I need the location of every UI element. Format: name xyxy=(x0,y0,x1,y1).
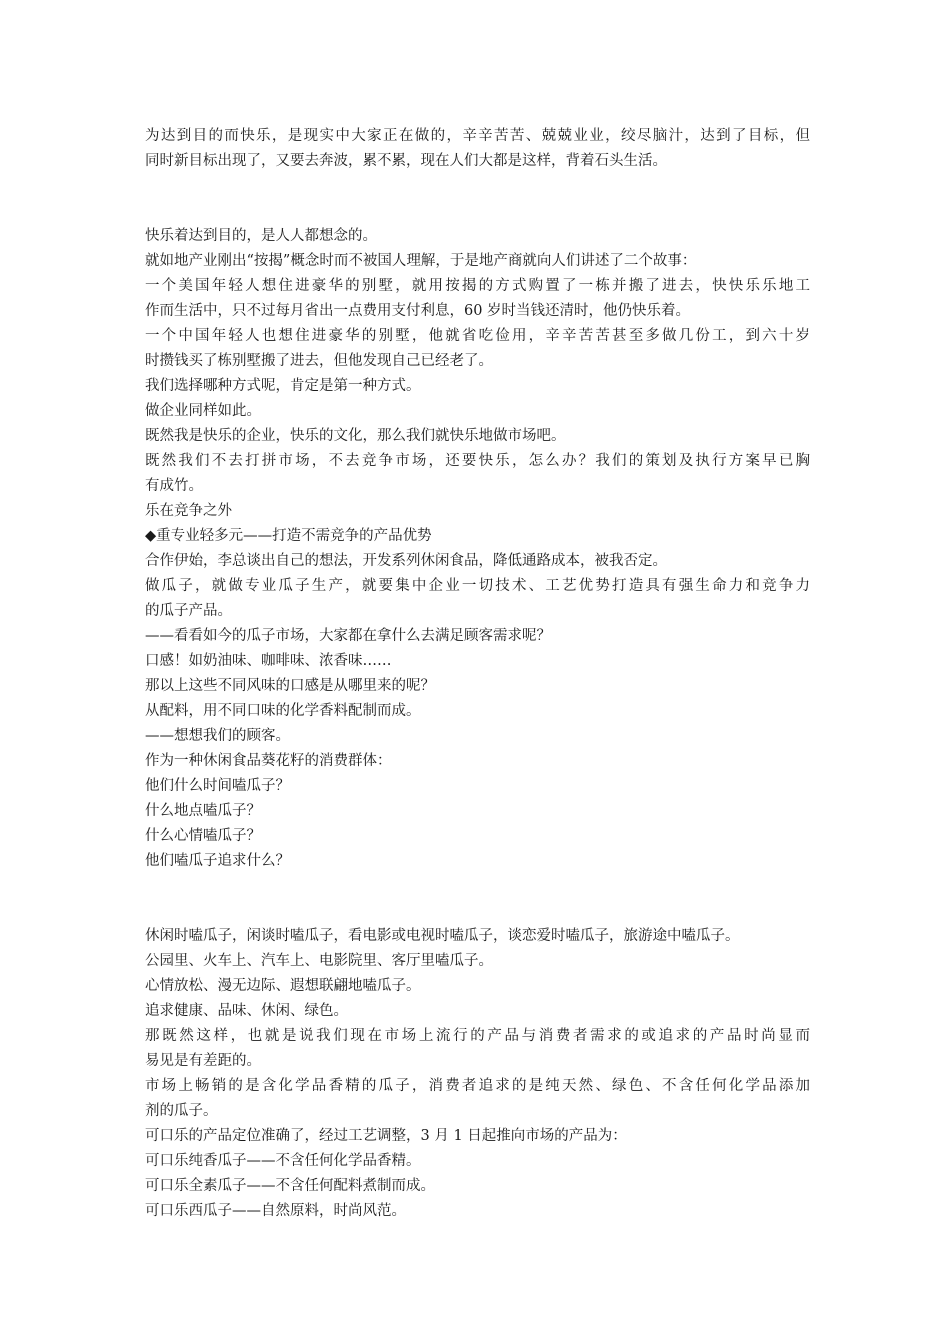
text-line: 时攒钱买了栋别墅搬了进去，但他发现自己已经老了。 xyxy=(145,353,493,369)
question-line: 他们嗑瓜子追求什么？ xyxy=(145,853,290,869)
text-line: 既然我是快乐的企业，快乐的文化，那么我们就快乐地做市场吧。 xyxy=(145,428,566,444)
text-line: 快乐着达到目的，是人人都想念的。 xyxy=(145,228,377,244)
text-line: 就如地产业刚出“按揭”概念时而不被国人理解，于是地产商就向人们讲述了二个故事： xyxy=(145,253,697,269)
product-line: 可口乐纯香瓜子——不含任何化学品香精。 xyxy=(145,1153,421,1169)
text-line: 易见是有差距的。 xyxy=(145,1053,261,1069)
text-line: 市场上畅销的是含化学品香精的瓜子，消费者追求的是纯天然、绿色、不含任何化学品添加 xyxy=(145,1078,810,1094)
text-line: 合作伊始，李总谈出自己的想法，开发系列休闲食品，降低通路成本，被我否定。 xyxy=(145,553,667,569)
question-line: 什么地点嗑瓜子？ xyxy=(145,803,261,819)
text-line: 同时新目标出现了，又要去奔波，累不累，现在人们大都是这样，背着石头生活。 xyxy=(145,153,667,169)
text-line: 既然我们不去打拼市场，不去竞争市场，还要快乐，怎么办？我们的策划及执行方案早已胸 xyxy=(145,453,810,469)
text-line: 可口乐的产品定位准确了，经过工艺调整，3 月 1 日起推向市场的产品为： xyxy=(145,1128,627,1144)
text-line: 追求健康、品味、休闲、绿色。 xyxy=(145,1003,348,1019)
answer-section xyxy=(145,924,810,1224)
text-line: 从配料，用不同口味的化学香料配制而成。 xyxy=(145,703,421,719)
text-line: 一个中国年轻人也想住进豪华的别墅，他就省吃俭用，辛辛苦苦甚至多做几份工，到六十岁 xyxy=(145,328,810,344)
text-line: 做企业同样如此。 xyxy=(145,403,261,419)
document-page xyxy=(145,124,810,1224)
paragraph-spacer xyxy=(145,174,810,224)
product-line: 可口乐全素瓜子——不含任何配料煮制而成。 xyxy=(145,1178,435,1194)
text-line: 休闲时嗑瓜子，闲谈时嗑瓜子，看电影或电视时嗑瓜子，谈恋爱时嗑瓜子，旅游途中嗑瓜子。 xyxy=(145,928,740,944)
text-line: 那以上这些不同风味的口感是从哪里来的呢？ xyxy=(145,678,435,694)
section-heading: 乐在竞争之外 xyxy=(145,503,232,519)
text-line: 剂的瓜子。 xyxy=(145,1103,218,1119)
text-line: 公园里、火车上、汽车上、电影院里、客厅里嗑瓜子。 xyxy=(145,953,493,969)
subsection-heading: ◆重专业轻多元——打造不需竞争的产品优势 xyxy=(145,528,432,544)
text-line: ——看看如今的瓜子市场，大家都在拿什么去满足顾客需求呢？ xyxy=(145,628,551,644)
text-line: 为达到目的而快乐，是现实中大家正在做的，辛辛苦苦、兢兢业业，绞尽脑汁，达到了目标，但 xyxy=(145,128,810,144)
intro-paragraph xyxy=(145,124,810,174)
question-line: 什么心情嗑瓜子？ xyxy=(145,828,261,844)
text-line: 口感！如奶油味、咖啡味、浓香味…… xyxy=(145,653,392,669)
text-line: 作而生活中，只不过每月省出一点费用支付利息，60 岁时当钱还清时，他仍快乐着。 xyxy=(145,303,691,319)
text-line: 心情放松、漫无边际、遐想联翩地嗑瓜子。 xyxy=(145,978,421,994)
text-line: 有成竹。 xyxy=(145,478,203,494)
text-line: ——想想我们的顾客。 xyxy=(145,728,290,744)
text-line: 的瓜子产品。 xyxy=(145,603,232,619)
text-line: 作为一种休闲食品葵花籽的消费群体： xyxy=(145,753,392,769)
text-line: 一个美国年轻人想住进豪华的别墅，就用按揭的方式购置了一栋并搬了进去，快快乐乐地工 xyxy=(145,278,810,294)
text-line: 那既然这样，也就是说我们现在市场上流行的产品与消费者需求的或追求的产品时尚显而 xyxy=(145,1028,810,1044)
story-section xyxy=(145,224,810,874)
product-line: 可口乐西瓜子——自然原料，时尚风范。 xyxy=(145,1203,406,1219)
text-line: 做瓜子，就做专业瓜子生产，就要集中企业一切技术、工艺优势打造具有强生命力和竞争力 xyxy=(145,578,810,594)
text-line: 我们选择哪种方式呢，肯定是第一种方式。 xyxy=(145,378,421,394)
paragraph-spacer xyxy=(145,874,810,924)
question-line: 他们什么时间嗑瓜子？ xyxy=(145,778,290,794)
